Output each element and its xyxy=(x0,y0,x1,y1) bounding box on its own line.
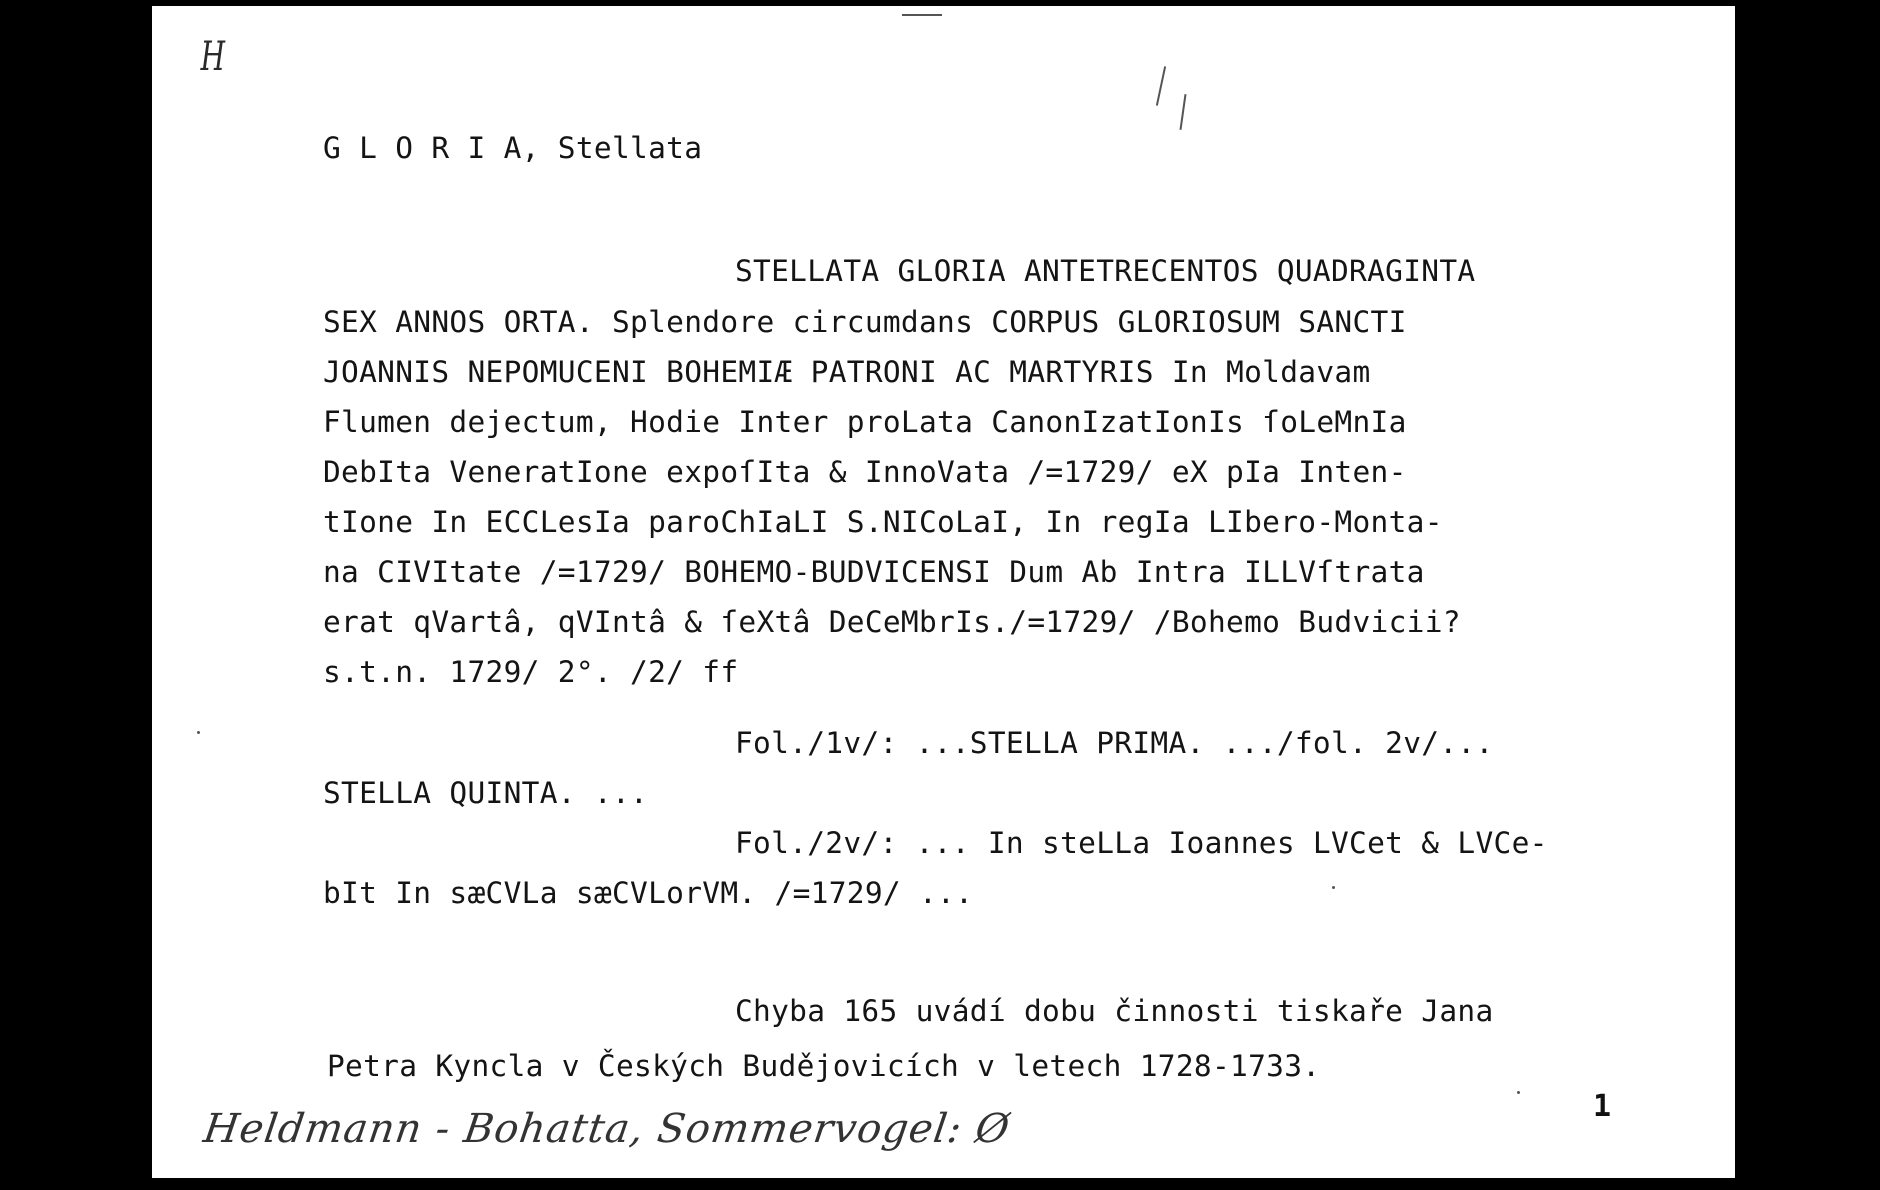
pencil-tick-mark xyxy=(1180,94,1187,130)
card-text-line: DebIta VeneratIone expoſIta & InnoVata /=1729/ eX pIa Inten- xyxy=(323,455,1407,489)
corner-handwritten-mark: H xyxy=(200,34,223,80)
card-page-number: 1 xyxy=(1593,1089,1612,1124)
speck xyxy=(1517,1091,1520,1094)
card-text-line: STELLA QUINTA. ... xyxy=(323,776,649,810)
card-top-notch xyxy=(902,14,942,16)
catalog-card xyxy=(152,6,1735,1178)
card-text-line: erat qVartâ, qVIntâ & ſeXtâ DeCeMbrIs./=1729/ /Bohemo Budvicii? xyxy=(323,605,1461,639)
card-text-line: na CIVItate /=1729/ BOHEMO-BUDVICENSI Dum Ab Intra ILLVſtrata xyxy=(323,555,1425,589)
card-text-line: Fol./2v/: ... In steLLa Ioannes LVCet & LVCe- xyxy=(735,826,1548,860)
card-text-line: s.t.n. 1729/ 2°. /2/ ff xyxy=(323,655,739,689)
card-text-line: STELLATA GLORIA ANTETRECENTOS QUADRAGINTA xyxy=(735,254,1476,288)
speck xyxy=(1332,886,1335,889)
handwritten-signature: Heldmann - Bohatta, Sommervogel: Ø xyxy=(200,1106,1013,1152)
speck xyxy=(197,731,200,734)
card-note-line: Petra Kyncla v Českých Budějovicích v letech 1728-1733. xyxy=(327,1049,1321,1083)
pencil-tick-mark xyxy=(1156,66,1166,106)
card-text-line: SEX ANNOS ORTA. Splendore circumdans CORPUS GLORIOSUM SANCTI xyxy=(323,305,1407,339)
card-note-line: Chyba 165 uvádí dobu činnosti tiskaře Jana xyxy=(735,994,1494,1028)
card-text-line: JOANNIS NEPOMUCENI BOHEMIÆ PATRONI AC MARTYRIS In Moldavam xyxy=(323,355,1371,389)
card-title: G L O R I A, Stellata xyxy=(323,131,703,165)
card-text-line: Fol./1v/: ...STELLA PRIMA. .../fol. 2v/... xyxy=(735,726,1494,760)
card-text-line: bIt In sæCVLa sæCVLorVM. /=1729/ ... xyxy=(323,876,974,910)
card-text-line: Flumen dejectum, Hodie Inter proLata CanonIzatIonIs ſoLeMnIa xyxy=(323,405,1407,439)
card-text-line: tIone In ECCLesIa paroChIaLI S.NICoLaI, In regIa LIbero-Monta- xyxy=(323,505,1443,539)
